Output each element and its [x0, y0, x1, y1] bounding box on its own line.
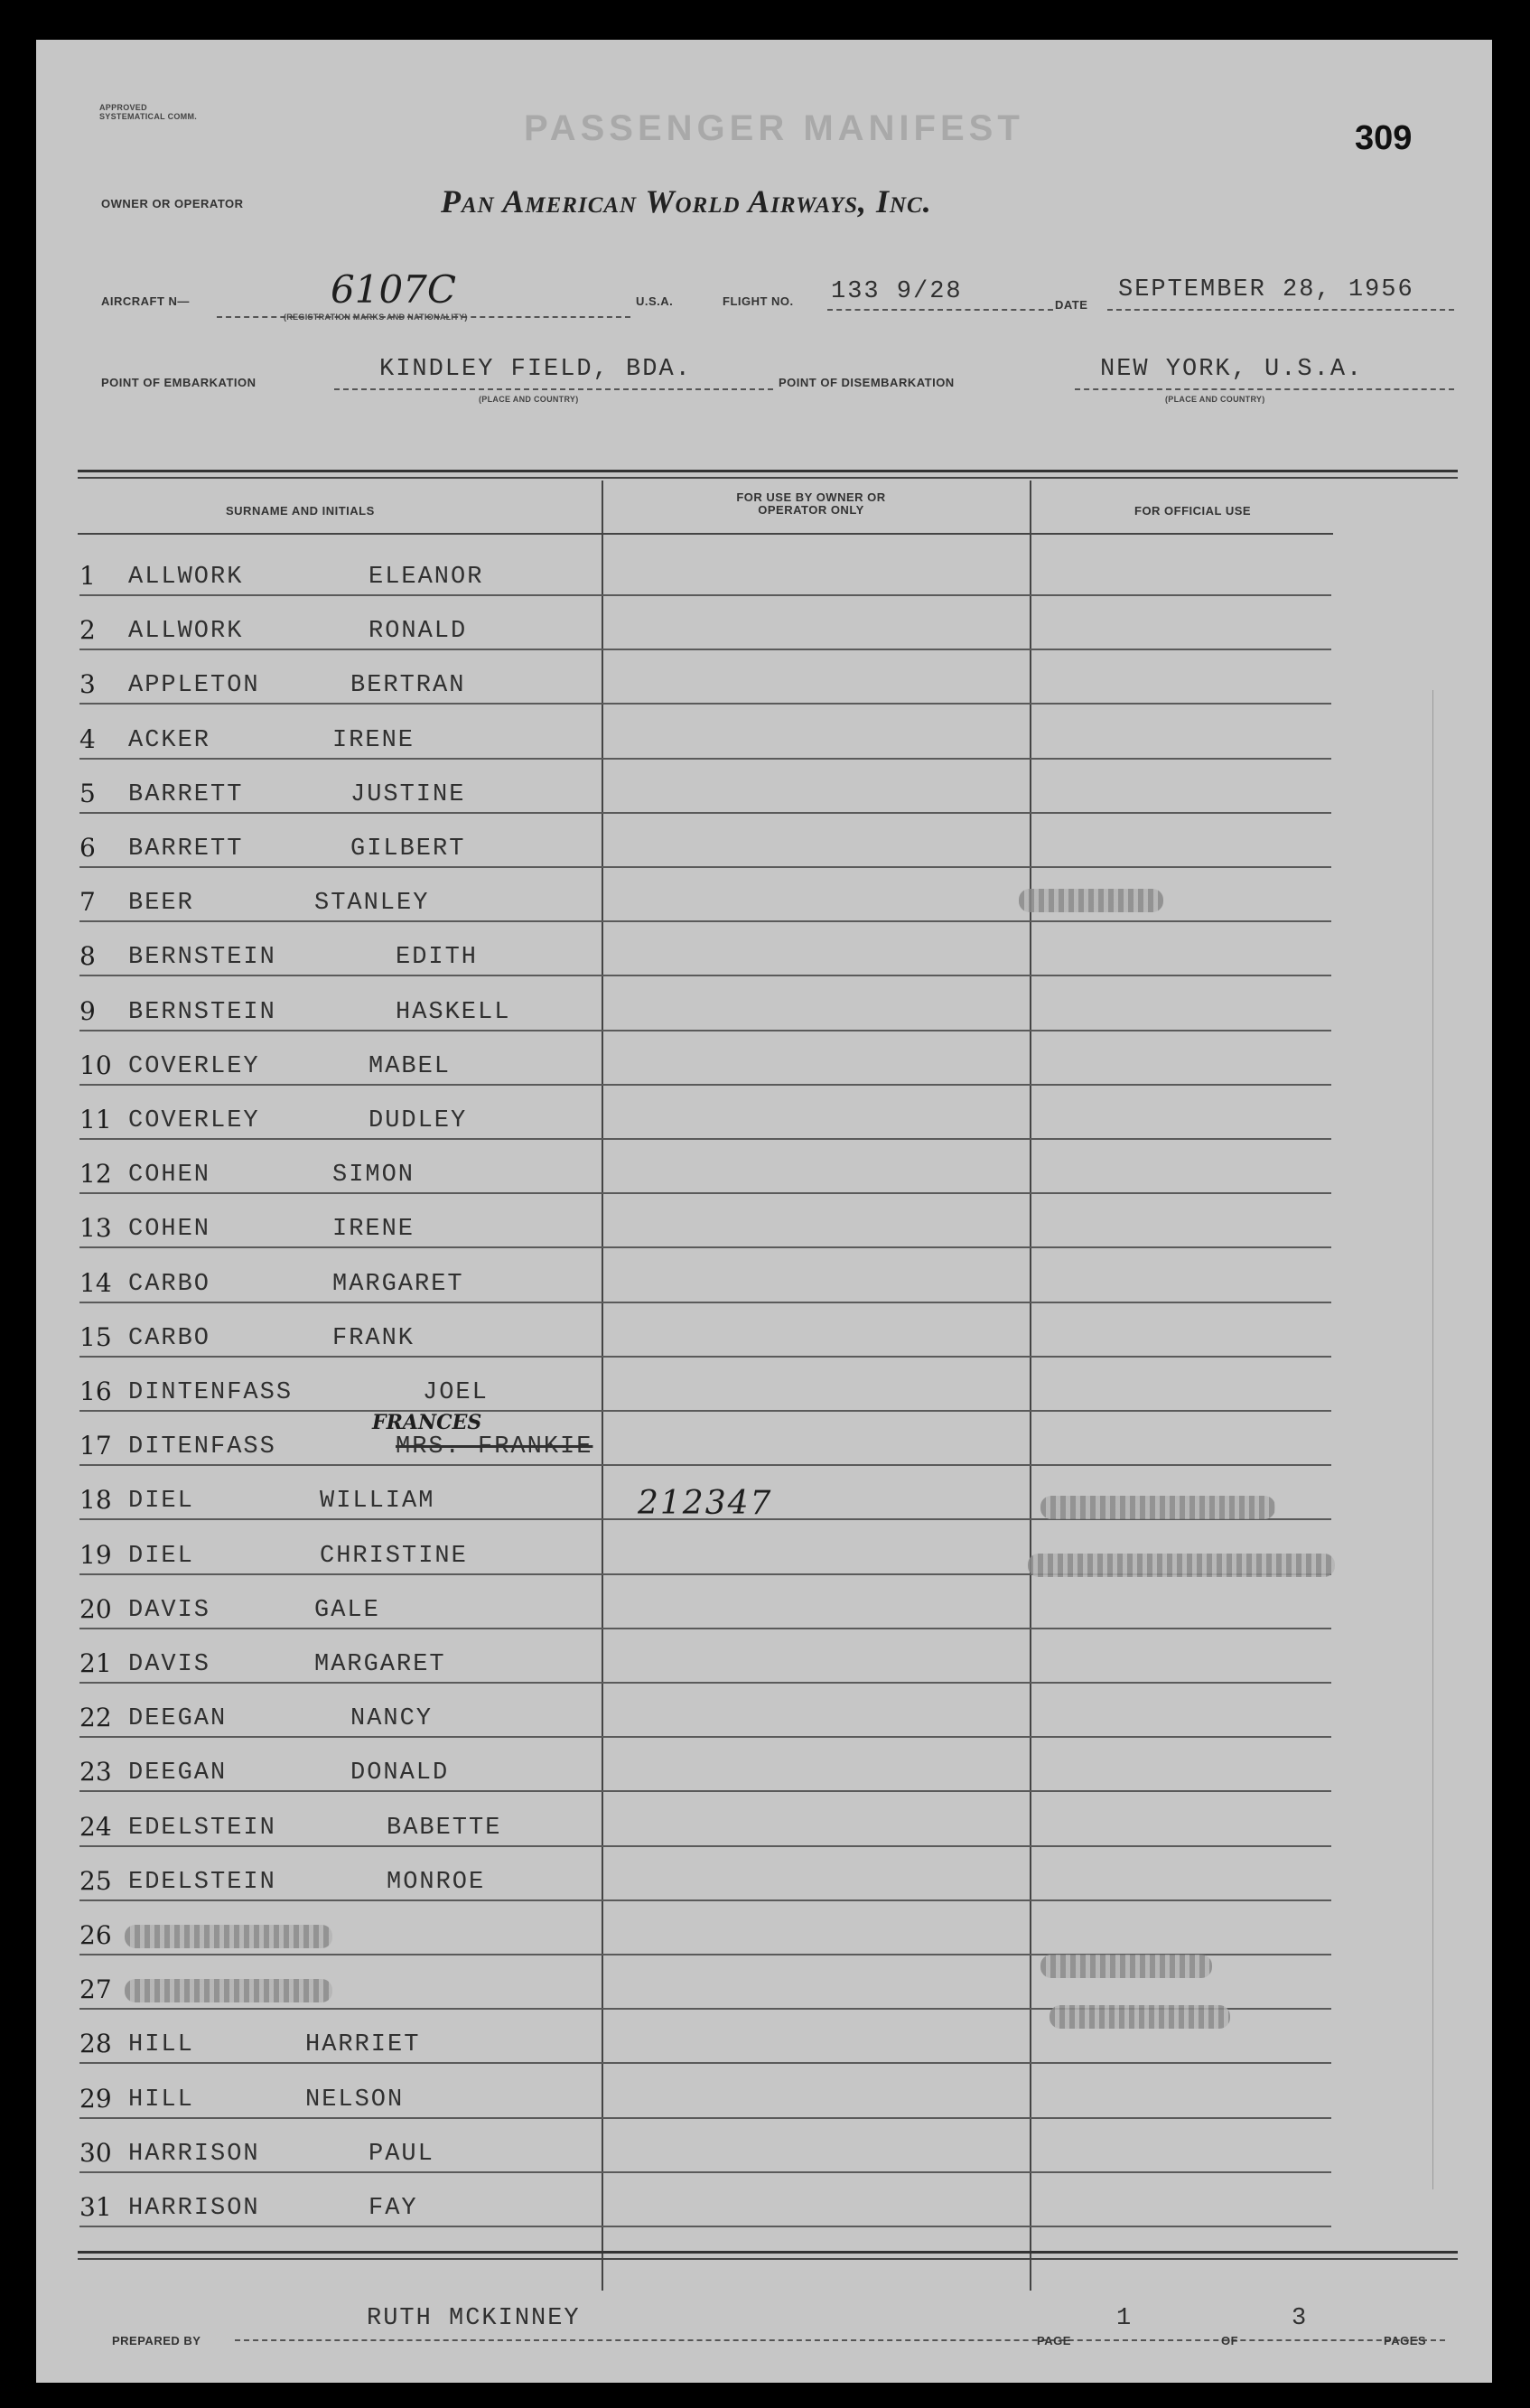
- table-row: [79, 1303, 1331, 1358]
- table-row: [79, 1249, 1331, 1303]
- surname-cell: ALLWORK: [128, 564, 244, 591]
- row-number: 25: [79, 1865, 112, 1896]
- table-row: [79, 1086, 1331, 1140]
- form-title: PASSENGER MANIFEST: [524, 108, 1024, 148]
- row-number: 13: [79, 1213, 112, 1244]
- surname-cell: BARRETT: [128, 780, 244, 808]
- table-row: [79, 2173, 1331, 2227]
- row-number: 14: [79, 1267, 112, 1298]
- table-row: [79, 1629, 1331, 1684]
- given-name-cell: WILLIAM: [320, 1488, 435, 1516]
- row-number: 19: [79, 1539, 112, 1570]
- col-header-official-use: FOR OFFICIAL USE: [1134, 504, 1252, 518]
- surname-cell: HILL: [128, 2031, 194, 2059]
- surname-cell: DAVIS: [128, 1651, 211, 1678]
- flight-underline: [827, 309, 1053, 311]
- given-name-cell: HASKELL: [396, 998, 511, 1026]
- disembarkation-underline: [1075, 388, 1454, 390]
- row-number: 29: [79, 2083, 112, 2114]
- embarkation-note: (PLACE AND COUNTRY): [479, 395, 579, 404]
- redaction-smudge: [1040, 1955, 1212, 1978]
- surname-cell: APPLETON: [128, 672, 260, 700]
- given-name-cell: MONROE: [387, 1868, 486, 1896]
- flight-label: FLIGHT NO.: [723, 294, 794, 308]
- surname-cell: ALLWORK: [128, 618, 244, 646]
- disembarkation-point: NEW YORK, U.S.A.: [1100, 356, 1364, 383]
- row-number: 23: [79, 1757, 112, 1787]
- table-row: [79, 814, 1331, 868]
- table-top-rule-2: [78, 477, 1458, 479]
- prepared-by-name: RUTH MCKINNEY: [367, 2305, 581, 2332]
- given-name-cell: EDITH: [396, 944, 479, 972]
- table-row: [79, 542, 1331, 596]
- surname-cell: BARRETT: [128, 835, 244, 863]
- surname-cell: HARRISON: [128, 2140, 260, 2168]
- redacted-name: [125, 1979, 332, 2002]
- surname-cell: DINTENFASS: [128, 1379, 294, 1406]
- surname-cell: BEER: [128, 890, 194, 918]
- surname-cell: DEEGAN: [128, 1705, 228, 1733]
- aircraft-label: AIRCRAFT N—: [101, 294, 190, 308]
- given-name-cell: RONALD: [369, 618, 468, 646]
- given-name-cell: FAY: [369, 2195, 418, 2222]
- given-name-cell: DONALD: [350, 1759, 450, 1787]
- table-bottom-rule-2: [78, 2258, 1458, 2260]
- row-number: 7: [79, 887, 96, 918]
- surname-cell: COHEN: [128, 1216, 211, 1244]
- given-name-cell: FRANK: [332, 1324, 415, 1352]
- surname-cell: BERNSTEIN: [128, 944, 276, 972]
- row-number: 17: [79, 1431, 112, 1461]
- handwritten-annotation: 212347: [638, 1485, 773, 1522]
- country-label: U.S.A.: [636, 294, 674, 308]
- pages-label: PAGES: [1384, 2334, 1427, 2347]
- owner-label: OWNER OR OPERATOR: [101, 197, 244, 210]
- table-row: [79, 1575, 1331, 1629]
- given-name-cell: IRENE: [332, 726, 415, 754]
- given-name-cell: MARGARET: [314, 1651, 446, 1678]
- page-number: 1: [1116, 2305, 1134, 2332]
- flight-number: 133 9/28: [831, 278, 963, 305]
- row-number: 6: [79, 833, 96, 863]
- table-row: [79, 1031, 1331, 1086]
- col-header-surname: SURNAME AND INITIALS: [226, 504, 375, 518]
- surname-cell: BERNSTEIN: [128, 998, 276, 1026]
- surname-cell: DITENFASS: [128, 1433, 276, 1461]
- surname-cell: HILL: [128, 2086, 194, 2114]
- prepared-by-label: PREPARED BY: [112, 2334, 201, 2347]
- row-number: 9: [79, 995, 96, 1026]
- table-row: [79, 1793, 1331, 1847]
- table-row: [79, 705, 1331, 760]
- manifest-page: [36, 40, 1492, 2383]
- given-name-cell: ELEANOR: [369, 564, 484, 591]
- given-name-cell: GILBERT: [350, 835, 466, 863]
- surname-cell: COVERLEY: [128, 1107, 260, 1134]
- row-number: 30: [79, 2137, 112, 2168]
- row-number: 15: [79, 1321, 112, 1352]
- surname-cell: DIEL: [128, 1542, 194, 1570]
- row-number: 10: [79, 1050, 112, 1080]
- surname-cell: ACKER: [128, 726, 211, 754]
- table-row: [79, 1901, 1331, 1955]
- table-row: [79, 1738, 1331, 1792]
- disembarkation-note: (PLACE AND COUNTRY): [1165, 395, 1265, 404]
- redaction-smudge: [1019, 889, 1163, 912]
- given-name-cell: IRENE: [332, 1216, 415, 1244]
- col-header-owner-use: FOR USE BY OWNER OR OPERATOR ONLY: [736, 490, 886, 517]
- table-top-rule: [78, 470, 1458, 472]
- given-name-cell: PAUL: [369, 2140, 434, 2168]
- row-number: 24: [79, 1811, 112, 1842]
- row-number: 3: [79, 669, 96, 700]
- given-name-cell: CHRISTINE: [320, 1542, 468, 1570]
- table-row: [79, 1412, 1331, 1466]
- table-row: [79, 2065, 1331, 2119]
- given-name-cell: NANCY: [350, 1705, 434, 1733]
- aircraft-note: (REGISTRATION MARKS AND NATIONALITY): [284, 313, 468, 322]
- given-name-cell: DUDLEY: [369, 1107, 468, 1134]
- margin-line: [1432, 690, 1433, 2189]
- row-number: 28: [79, 2029, 112, 2059]
- table-row: [79, 1847, 1331, 1901]
- surname-cell: CARBO: [128, 1324, 211, 1352]
- header-bottom-rule: [78, 533, 1333, 535]
- redaction-smudge: [1040, 1496, 1275, 1519]
- row-number: 1: [79, 561, 96, 591]
- surname-cell: DAVIS: [128, 1596, 211, 1624]
- row-number: 8: [79, 941, 96, 972]
- surname-cell: COHEN: [128, 1162, 211, 1190]
- disembarkation-label: POINT OF DISEMBARKATION: [779, 376, 955, 389]
- aircraft-number: 6107C: [331, 267, 457, 312]
- table-row: [79, 760, 1331, 814]
- date-underline: [1107, 309, 1454, 311]
- table-row: [79, 596, 1331, 650]
- row-number: 20: [79, 1593, 112, 1624]
- table-row: [79, 2119, 1331, 2173]
- flight-date: SEPTEMBER 28, 1956: [1118, 276, 1414, 303]
- given-name-cell: BERTRAN: [350, 672, 466, 700]
- surname-cell: EDELSTEIN: [128, 1868, 276, 1896]
- of-label: OF: [1221, 2334, 1239, 2347]
- row-number: 18: [79, 1485, 112, 1516]
- embarkation-underline: [334, 388, 773, 390]
- row-number: 22: [79, 1703, 112, 1733]
- table-row: [79, 1358, 1331, 1412]
- approval-stamp: [99, 103, 197, 121]
- embarkation-label: POINT OF EMBARKATION: [101, 376, 257, 389]
- approval-line-2: SYSTEMATICAL COMM.: [99, 112, 198, 121]
- given-name-cell: MABEL: [369, 1052, 452, 1080]
- table-bottom-rule: [78, 2251, 1458, 2254]
- given-name-cell: STANLEY: [314, 890, 430, 918]
- table-row: [79, 922, 1331, 976]
- row-number: 11: [79, 1105, 112, 1134]
- handwritten-correction: FRANCES: [372, 1411, 482, 1434]
- row-number: 2: [79, 615, 96, 646]
- page-label: PAGE: [1037, 2334, 1071, 2347]
- given-name-cell: JOEL: [423, 1379, 489, 1406]
- redaction-smudge: [1050, 2005, 1230, 2029]
- approval-line-1: APPROVED: [99, 103, 147, 112]
- row-number: 31: [79, 2192, 112, 2222]
- redacted-name: [125, 1925, 332, 1948]
- row-number: 26: [79, 1920, 112, 1950]
- table-row: [79, 1140, 1331, 1194]
- airline-name: Pan American World Airways, Inc.: [441, 183, 932, 219]
- given-name-cell: MARGARET: [332, 1270, 464, 1298]
- row-number: 27: [79, 1974, 112, 2005]
- row-number: 16: [79, 1377, 112, 1406]
- given-name-cell: NELSON: [305, 2086, 405, 2114]
- surname-cell: COVERLEY: [128, 1052, 260, 1080]
- given-name-cell: MRS. FRANKIE: [396, 1433, 593, 1461]
- row-number: 21: [79, 1648, 112, 1678]
- surname-cell: EDELSTEIN: [128, 1814, 276, 1842]
- table-row: [79, 977, 1331, 1031]
- date-label: DATE: [1055, 298, 1088, 312]
- surname-cell: CARBO: [128, 1270, 211, 1298]
- surname-cell: HARRISON: [128, 2195, 260, 2222]
- page-total: 3: [1292, 2305, 1309, 2332]
- table-row: [79, 650, 1331, 705]
- row-number: 5: [79, 778, 96, 808]
- surname-cell: DIEL: [128, 1488, 194, 1516]
- embarkation-point: KINDLEY FIELD, BDA.: [379, 356, 692, 383]
- surname-cell: DEEGAN: [128, 1759, 228, 1787]
- page-serial-number: 309: [1355, 119, 1413, 157]
- given-name-cell: SIMON: [332, 1162, 415, 1190]
- row-number: 12: [79, 1159, 112, 1190]
- table-row: [79, 1194, 1331, 1248]
- row-rule: [79, 2226, 1331, 2227]
- table-row: [79, 1684, 1331, 1738]
- given-name-cell: HARRIET: [305, 2031, 421, 2059]
- footer-underline: [235, 2339, 1445, 2341]
- row-number: 4: [79, 723, 96, 754]
- given-name-cell: JUSTINE: [350, 780, 466, 808]
- redaction-smudge: [1028, 1554, 1335, 1577]
- given-name-cell: GALE: [314, 1596, 380, 1624]
- given-name-cell: BABETTE: [387, 1814, 502, 1842]
